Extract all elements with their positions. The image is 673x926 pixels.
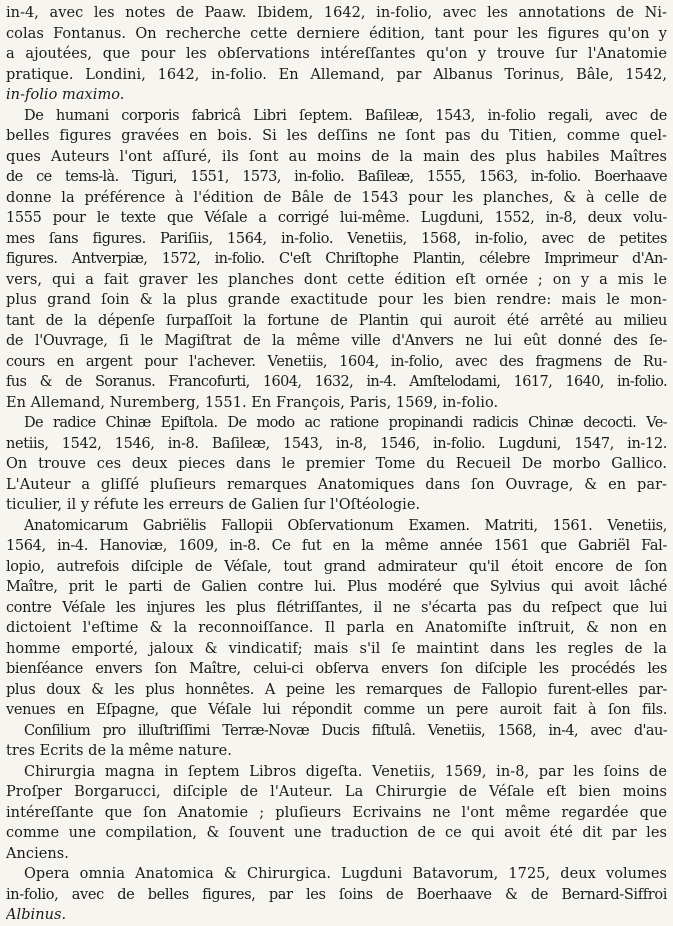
paragraph-fallopii-examen [6, 516, 667, 721]
paragraph-de-radice-chinae [6, 413, 667, 516]
text-line: De radice Chinæ Epiſtola. De modo ac ratione propinandi radicis Chinæ decocti. Ve- [24, 415, 667, 431]
text-line: ticulier, il y réfute les erreurs de Galien ſur l'Oſtéologie. [6, 497, 421, 513]
text-line: Opera omnia Anatomica & Chirurgica. Lugduni Batavorum, 1725, deux volumes [24, 866, 667, 882]
text-line: Anatomicarum Gabriëlis Fallopii Obſervationum Examen. Matriti, 1561. Venetiis, [24, 517, 667, 534]
text-line: figures. Antverpiæ, 1572, in-folio. C'eſt Chriſtophe Plantin, célebre Imprimeur d'An- [6, 251, 667, 267]
text-line: fus & de Soranus. Francofurti, 1604, 1632, in-4. Amſtelodami, 1617, 1640, in-folio. [6, 374, 667, 390]
text-line: tant de la dépenſe ſurpaſſoit la fortune de Plantin qui auroit été arrêté au milieu [6, 312, 667, 329]
text-line: donne la préférence à l'édition de Bâle de 1543 pour les planches, & à celle de [6, 189, 667, 206]
text-line: contre Véſale les injures les plus flétriſſantes, il ne s'écarta pas du reſpect que lui [6, 599, 667, 616]
text-line: de l'Ouvrage, ſi le Magiſtrat de la même ville d'Anvers ne lui eût donné des ſe- [6, 333, 667, 349]
text-line: in-folio, avec de belles figures, par les ſoins de Boerhaave & de Bernard-Siffroi [6, 886, 667, 903]
text-line: pratique. Londini, 1642, in-folio. En Allemand, par Albanus Torinus, Bâle, 1542, [6, 66, 667, 83]
text-line: Proſper Borgarucci, diſciple de l'Auteur. La Chirurgie de Véſale eſt bien moins [6, 784, 667, 800]
text-line: plus doux & les plus honnêtes. A peine les remarques de Fallopio furent-elles par- [6, 681, 667, 698]
text-line: 1555 pour le texte que Véſale a corrigé lui-même. Lugduni, 1552, in-8, deux volu- [6, 210, 667, 226]
text-line: Maître, prit le parti de Galien contre lui. Plus modéré que Sylvius qui avoit lâché [6, 579, 667, 595]
text-line: colas Fontanus. On recherche cette derniere édition, tant pour les figures qu'on y [6, 25, 667, 42]
text-line: de ce tems-là. Tiguri, 1551, 1573, in-folio. Baſileæ, 1555, 1563, in-folio. Boerhaave [6, 169, 667, 185]
text-line: plus grand ſoin & la plus grande exactitude pour les bien rendre: mais le mon- [6, 292, 667, 308]
text-line: netiis, 1542, 1546, in-8. Baſileæ, 1543, in-8, 1546, in-folio. Lugduni, 1547, in-12. [6, 435, 667, 452]
text-line: belles figures gravées en bois. Si les deſſins ne ſont pas du Titien, comme quel- [6, 128, 667, 144]
paragraph-de-humani-corporis-fabrica [6, 106, 667, 414]
text-line: Conſilium pro illuſtriſſimi Terræ-Novæ Ducis fiſtulâ. Venetiis, 1568, in-4, avec d'au- [24, 722, 667, 739]
paragraph-chirurgia-magna [6, 762, 667, 865]
text-line: Anciens. [6, 845, 69, 862]
text-line: En Allemand, Nuremberg, 1551. En François, Paris, 1569, in-folio. [6, 394, 499, 411]
text-line: 1564, in-4. Hanoviæ, 1609, in-8. Ce fut en la même année 1561 que Gabriël Fal- [6, 538, 667, 554]
paragraph-opera-omnia [6, 864, 667, 926]
text-line: venues en Eſpagne, que Véſale lui répondit comme un pere auroit fait à ſon fils. [6, 702, 667, 718]
text-line: On trouve ces deux pieces dans le premier Tome du Recueil De morbo Gallico. [6, 456, 667, 472]
text-line: mes ſans figures. Pariſiis, 1564, in-folio. Venetiis, 1568, in-folio, avec de petites [6, 230, 667, 247]
text-line: in-4, avec les notes de Paaw. Ibidem, 1642, in-folio, avec les annotations de Ni- [6, 5, 667, 21]
text-line: ques Auteurs l'ont aſſuré, ils ſont au moins de la main des plus habiles Maîtres [6, 148, 667, 165]
text-line: lopio, autrefois diſciple de Véſale, tout grand admirateur qu'il étoit encore de ſon [6, 558, 667, 575]
text-line: vers, qui a fait graver les planches dont cette édition eſt ornée ; on y a mis le [6, 271, 667, 288]
text-line: intéreſſante que ſon Anatomie ; pluſieurs Ecrivains ne l'ont même regardée que [6, 804, 667, 821]
text-line: in-folio maximo. [6, 87, 125, 103]
text-line: a ajoutées, que pour les obſervations intéreſſantes qu'on y trouve ſur l'Anatomie [6, 46, 667, 62]
text-line: De humani corporis fabricâ Libri ſeptem. Baſileæ, 1543, in-folio regali, avec de [24, 107, 667, 124]
text-line: tres Ecrits de la même nature. [6, 743, 232, 759]
text-line: bienſéance envers ſon Maître, celui-ci obſerva envers ſon diſciple les procédés les [6, 661, 667, 677]
text-line: L'Auteur a gliſſé pluſieurs remarques Anatomiques dans ſon Ouvrage, & en par- [6, 476, 667, 493]
text-line: comme une compilation, & ſouvent une traduction de ce qui avoit été dit par les [6, 825, 667, 841]
paragraph-consilium [6, 721, 667, 762]
text-line: Chirurgia magna in ſeptem Libros digeſta. Venetiis, 1569, in-8, par les ſoins de [24, 763, 667, 780]
paragraph-1 [6, 3, 667, 106]
text-line: homme emporté, jaloux & vindicatif; mais s'il ſe maintint dans les regles de la [6, 640, 667, 657]
text-line: Albinus. [6, 907, 67, 923]
text-line: dictoient l'eſtime & la reconnoiſſance. Il parla en Anatomiſte inſtruit, & non en [6, 620, 667, 636]
text-line: cours en argent pour l'achever. Venetiis, 1604, in-folio, avec des fragmens de Ru- [6, 353, 667, 370]
